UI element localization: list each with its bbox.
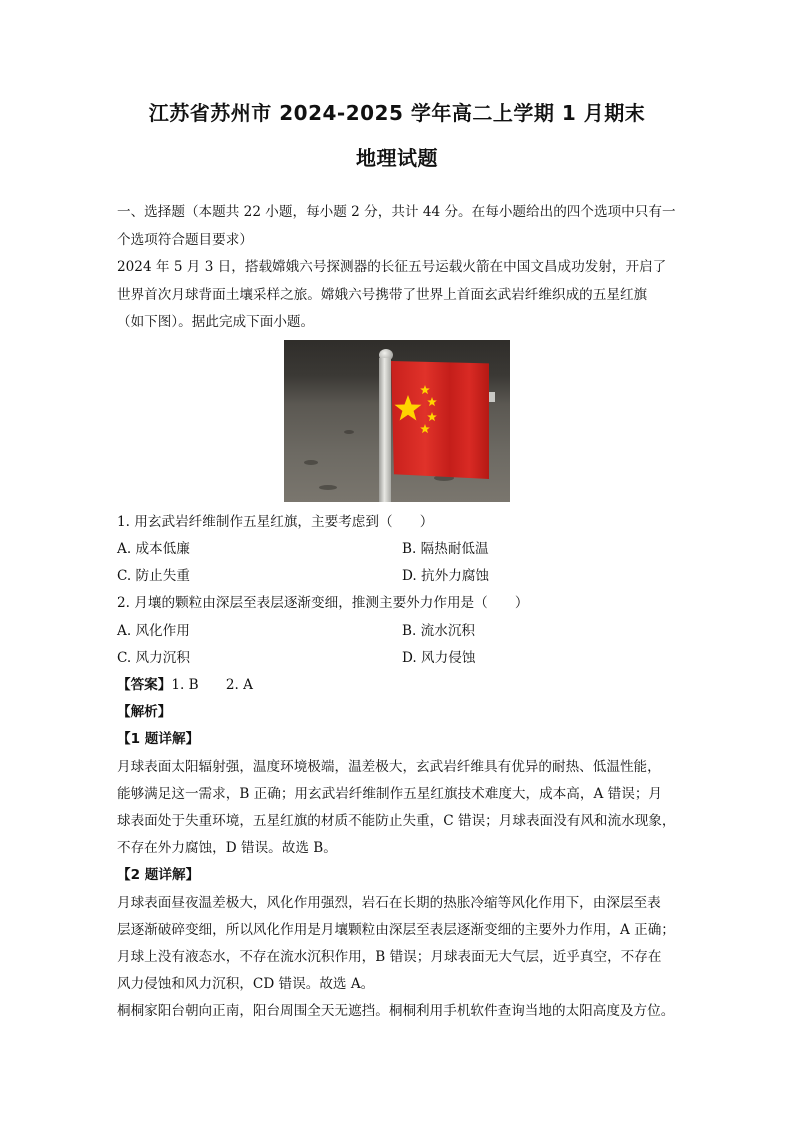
question-1-option-b: B. 隔热耐低温 xyxy=(402,541,489,557)
q1-analysis-line-2: 能够满足这一需求，B 正确；用玄武岩纤维制作五星红旗技术难度大，成本高，A 错误；月 xyxy=(117,786,663,802)
page-title: 江苏省苏州市 2024-2025 学年高二上学期 1 月期末 xyxy=(148,101,646,125)
q2-analysis-line-1: 月球表面昼夜温差极大，风化作用强烈，岩石在长期的热胀冷缩等风化作用下，由深层至表 xyxy=(117,895,661,911)
q1-analysis-line-3: 球表面处于失重环境，五星红旗的材质不能防止失重，C 错误；月球表面没有风和流水现象， xyxy=(117,813,676,829)
section-heading-line-2: 个选项符合题目要求） xyxy=(117,232,253,248)
question-1-stem: 1. 用玄武岩纤维制作五星红旗，主要考虑到（ ） xyxy=(117,514,434,530)
question-2-option-b: B. 流水沉积 xyxy=(402,623,476,639)
question-1-option-a: A. 成本低廉 xyxy=(117,541,190,557)
answer-line xyxy=(117,676,683,694)
q2-analysis-line-2: 层逐渐破碎变细，所以风化作用是月壤颗粒由深层至表层逐渐变细的主要外力作用，A 正确； xyxy=(117,922,675,938)
flag-clip-icon xyxy=(489,392,495,402)
question-1-option-d: D. 抗外力腐蚀 xyxy=(402,568,490,584)
moon-flag-photo xyxy=(284,340,510,502)
flag-pole xyxy=(379,358,391,502)
q2-analysis-line-3: 月球上没有液态水，不存在流水沉积作用，B 错误；月球表面无大气层，近乎真空，不存在 xyxy=(117,949,662,965)
answer-text: 1. B 2. A xyxy=(171,677,253,693)
section-heading-line-1: 一、选择题（本题共 22 小题，每小题 2 分，共计 44 分。在每小题给出的四个选项中只有一 xyxy=(117,204,676,220)
five-star-red-flag-icon xyxy=(391,361,489,479)
passage-line-1: 2024 年 5 月 3 日，搭载嫦娥六号探测器的长征五号运载火箭在中国文昌成功发射，开启了 xyxy=(117,259,667,275)
question-1-option-c: C. 防止失重 xyxy=(117,568,190,584)
answer-label: 【答案】 xyxy=(117,677,172,693)
q2-analysis-line-4: 风力侵蚀和风力沉积，CD 错误。故选 A。 xyxy=(117,976,375,992)
q1-analysis-line-1: 月球表面太阳辐射强，温度环境极端，温差极大，玄武岩纤维具有优异的耐热、低温性能， xyxy=(117,759,661,775)
q1-analysis-line-4: 不存在外力腐蚀，D 错误。故选 B。 xyxy=(117,840,337,856)
page-subtitle: 地理试题 xyxy=(356,146,438,170)
passage-line-2: 世界首次月球背面土壤采样之旅。嫦娥六号携带了世界上首面玄武岩纤维织成的五星红旗 xyxy=(117,287,648,303)
analysis-label: 【解析】 xyxy=(117,704,172,720)
question-2-stem: 2. 月壤的颗粒由深层至表层逐渐变细，推测主要外力作用是（ ） xyxy=(117,595,529,611)
q1-analysis-label: 【1 题详解】 xyxy=(117,731,200,747)
passage-line-3: （如下图）。据此完成下面小题。 xyxy=(117,314,315,330)
question-2-option-d: D. 风力侵蚀 xyxy=(402,650,476,666)
question-2-option-c: C. 风力沉积 xyxy=(117,650,190,666)
question-2-option-a: A. 风化作用 xyxy=(117,623,190,639)
q2-analysis-label: 【2 题详解】 xyxy=(117,867,200,883)
passage-2-line-1: 桐桐家阳台朝向正南，阳台周围全天无遮挡。桐桐利用手机软件查询当地的太阳高度及方位。 xyxy=(117,1003,675,1019)
